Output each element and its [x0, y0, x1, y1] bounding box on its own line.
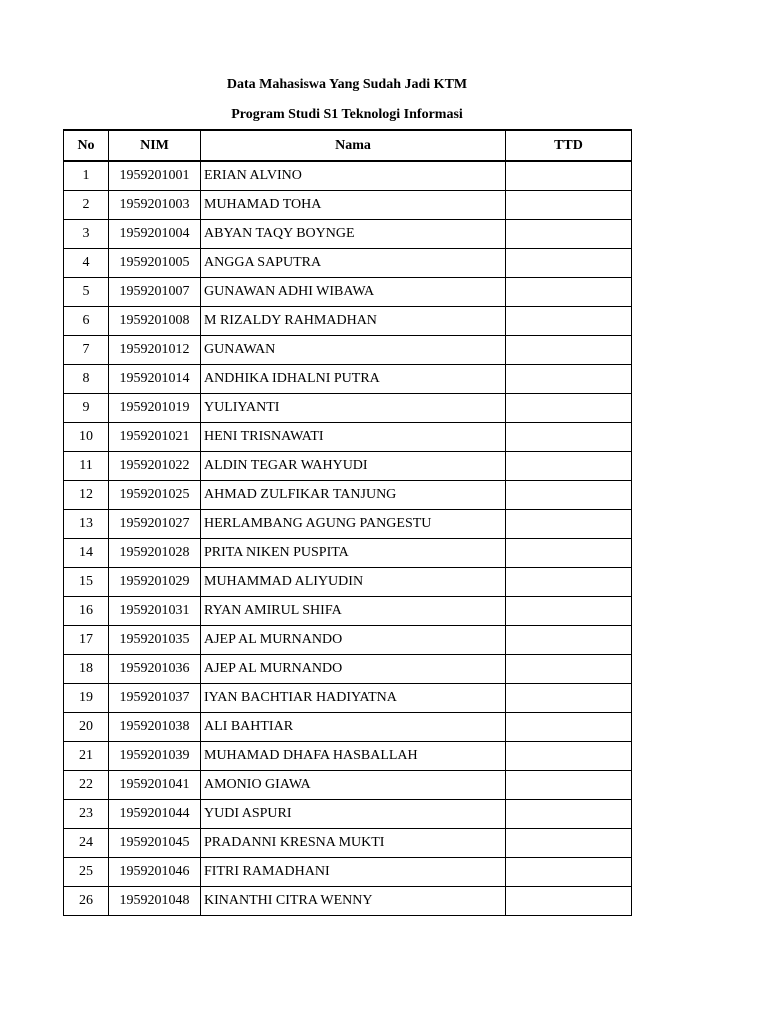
cell-nama: ALDIN TEGAR WAHYUDI: [201, 451, 506, 480]
cell-ttd: [506, 219, 632, 248]
cell-no: 17: [64, 625, 109, 654]
cell-nama: ERIAN ALVINO: [201, 161, 506, 190]
cell-nama: M RIZALDY RAHMADHAN: [201, 306, 506, 335]
cell-ttd: [506, 306, 632, 335]
cell-no: 2: [64, 190, 109, 219]
cell-ttd: [506, 770, 632, 799]
cell-ttd: [506, 509, 632, 538]
cell-nim: 1959201035: [109, 625, 201, 654]
cell-ttd: [506, 161, 632, 190]
cell-no: 12: [64, 480, 109, 509]
table-row: [64, 741, 632, 770]
cell-nim: 1959201022: [109, 451, 201, 480]
cell-ttd: [506, 799, 632, 828]
cell-nama: AJEP AL MURNANDO: [201, 654, 506, 683]
cell-nama: PRITA NIKEN PUSPITA: [201, 538, 506, 567]
cell-ttd: [506, 248, 632, 277]
table-row: [64, 190, 632, 219]
cell-nim: 1959201001: [109, 161, 201, 190]
cell-no: 10: [64, 422, 109, 451]
cell-nama: HENI TRISNAWATI: [201, 422, 506, 451]
table-row: [64, 451, 632, 480]
cell-nama: AHMAD ZULFIKAR TANJUNG: [201, 480, 506, 509]
cell-ttd: [506, 538, 632, 567]
cell-nim: 1959201027: [109, 509, 201, 538]
cell-ttd: [506, 828, 632, 857]
table-row: [64, 277, 632, 306]
column-header-ttd: TTD: [506, 130, 632, 161]
cell-ttd: [506, 190, 632, 219]
cell-nama: YUDI ASPURI: [201, 799, 506, 828]
cell-no: 3: [64, 219, 109, 248]
cell-ttd: [506, 335, 632, 364]
column-header-nama: Nama: [201, 130, 506, 161]
table-row: [64, 306, 632, 335]
table-row: [64, 886, 632, 915]
cell-nim: 1959201008: [109, 306, 201, 335]
cell-nim: 1959201012: [109, 335, 201, 364]
cell-nama: HERLAMBANG AGUNG PANGESTU: [201, 509, 506, 538]
cell-no: 1: [64, 161, 109, 190]
cell-nama: ABYAN TAQY BOYNGE: [201, 219, 506, 248]
header-row: [64, 130, 632, 161]
cell-no: 6: [64, 306, 109, 335]
cell-nim: 1959201044: [109, 799, 201, 828]
cell-ttd: [506, 480, 632, 509]
table-row: [64, 422, 632, 451]
cell-nim: 1959201021: [109, 422, 201, 451]
cell-nama: AJEP AL MURNANDO: [201, 625, 506, 654]
cell-nama: MUHAMAD DHAFA HASBALLAH: [201, 741, 506, 770]
cell-nim: 1959201037: [109, 683, 201, 712]
cell-ttd: [506, 422, 632, 451]
table-row: [64, 770, 632, 799]
cell-nama: YULIYANTI: [201, 393, 506, 422]
cell-nim: 1959201048: [109, 886, 201, 915]
table-row: [64, 538, 632, 567]
cell-no: 13: [64, 509, 109, 538]
cell-nama: IYAN BACHTIAR HADIYATNA: [201, 683, 506, 712]
cell-nim: 1959201031: [109, 596, 201, 625]
cell-no: 7: [64, 335, 109, 364]
cell-ttd: [506, 654, 632, 683]
cell-ttd: [506, 683, 632, 712]
cell-nim: 1959201038: [109, 712, 201, 741]
table-row: [64, 799, 632, 828]
cell-no: 22: [64, 770, 109, 799]
cell-nim: 1959201005: [109, 248, 201, 277]
table-row: [64, 567, 632, 596]
cell-nim: 1959201007: [109, 277, 201, 306]
cell-nama: MUHAMAD TOHA: [201, 190, 506, 219]
cell-ttd: [506, 596, 632, 625]
document-title: Data Mahasiswa Yang Sudah Jadi KTM: [226, 77, 468, 92]
cell-nama: GUNAWAN: [201, 335, 506, 364]
table-row: [64, 248, 632, 277]
cell-ttd: [506, 712, 632, 741]
table-row: [64, 683, 632, 712]
table-row: [64, 219, 632, 248]
student-table: [63, 129, 632, 916]
cell-no: 21: [64, 741, 109, 770]
cell-nama: MUHAMMAD ALIYUDIN: [201, 567, 506, 596]
table-header: [64, 130, 632, 161]
cell-no: 8: [64, 364, 109, 393]
cell-ttd: [506, 567, 632, 596]
table-body: [64, 161, 632, 915]
table-row: [64, 509, 632, 538]
cell-no: 26: [64, 886, 109, 915]
table-row: [64, 857, 632, 886]
table-row: [64, 393, 632, 422]
table-row: [64, 654, 632, 683]
cell-no: 16: [64, 596, 109, 625]
cell-no: 24: [64, 828, 109, 857]
table-row: [64, 712, 632, 741]
cell-ttd: [506, 857, 632, 886]
cell-nim: 1959201039: [109, 741, 201, 770]
cell-nim: 1959201014: [109, 364, 201, 393]
cell-nim: 1959201004: [109, 219, 201, 248]
cell-nim: 1959201025: [109, 480, 201, 509]
document-subtitle: Program Studi S1 Teknologi Informasi: [231, 107, 463, 122]
table-row: [64, 828, 632, 857]
table-row: [64, 596, 632, 625]
table-row: [64, 161, 632, 190]
cell-nim: 1959201003: [109, 190, 201, 219]
cell-nama: RYAN AMIRUL SHIFA: [201, 596, 506, 625]
cell-ttd: [506, 364, 632, 393]
cell-ttd: [506, 393, 632, 422]
cell-no: 11: [64, 451, 109, 480]
table-row: [64, 625, 632, 654]
cell-no: 15: [64, 567, 109, 596]
cell-nama: ANGGA SAPUTRA: [201, 248, 506, 277]
cell-nim: 1959201045: [109, 828, 201, 857]
cell-ttd: [506, 741, 632, 770]
cell-nama: ANDHIKA IDHALNI PUTRA: [201, 364, 506, 393]
cell-nim: 1959201029: [109, 567, 201, 596]
cell-nama: ALI BAHTIAR: [201, 712, 506, 741]
cell-nama: AMONIO GIAWA: [201, 770, 506, 799]
cell-no: 4: [64, 248, 109, 277]
cell-no: 19: [64, 683, 109, 712]
table-row: [64, 364, 632, 393]
table-row: [64, 480, 632, 509]
cell-nim: 1959201028: [109, 538, 201, 567]
cell-nama: FITRI RAMADHANI: [201, 857, 506, 886]
cell-no: 20: [64, 712, 109, 741]
column-header-no: No: [64, 130, 109, 161]
cell-ttd: [506, 886, 632, 915]
cell-ttd: [506, 451, 632, 480]
cell-nim: 1959201046: [109, 857, 201, 886]
cell-nim: 1959201036: [109, 654, 201, 683]
cell-no: 23: [64, 799, 109, 828]
cell-nama: GUNAWAN ADHI WIBAWA: [201, 277, 506, 306]
cell-nama: PRADANNI KRESNA MUKTI: [201, 828, 506, 857]
cell-no: 25: [64, 857, 109, 886]
cell-ttd: [506, 277, 632, 306]
column-header-nim: NIM: [109, 130, 201, 161]
cell-no: 5: [64, 277, 109, 306]
table-row: [64, 335, 632, 364]
cell-nama: KINANTHI CITRA WENNY: [201, 886, 506, 915]
cell-nim: 1959201019: [109, 393, 201, 422]
cell-ttd: [506, 625, 632, 654]
cell-no: 18: [64, 654, 109, 683]
cell-no: 9: [64, 393, 109, 422]
cell-nim: 1959201041: [109, 770, 201, 799]
cell-no: 14: [64, 538, 109, 567]
